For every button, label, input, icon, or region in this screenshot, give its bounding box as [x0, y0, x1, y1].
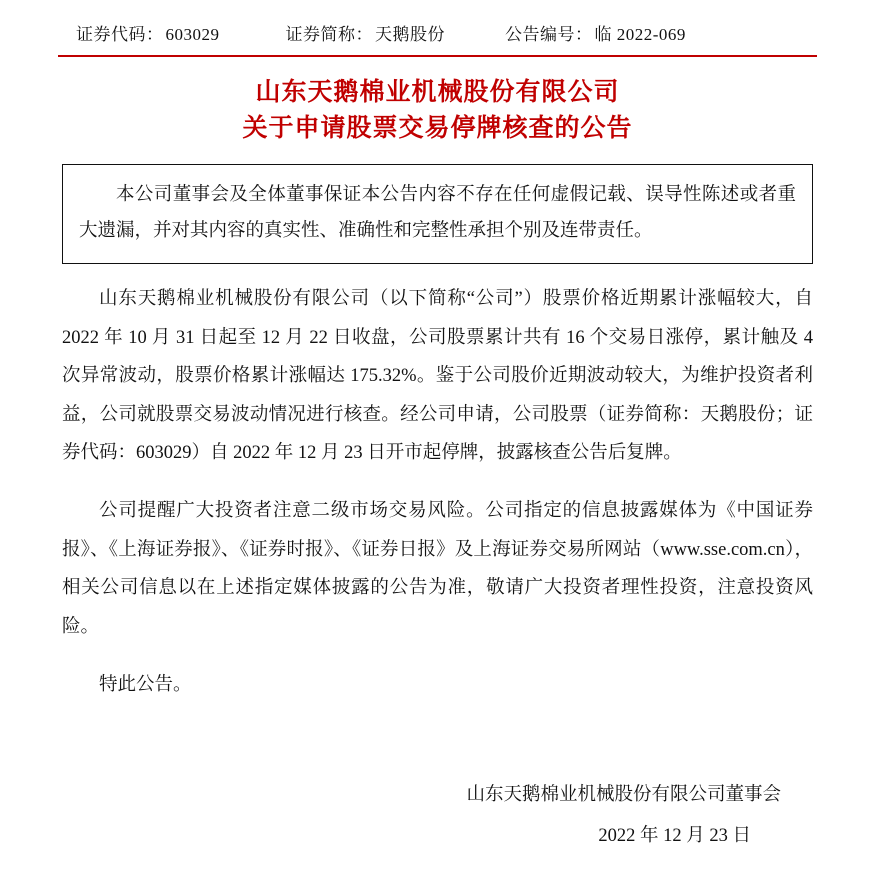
body-paragraph: 特此公告。: [99, 675, 192, 696]
notice-number-field: [505, 20, 686, 45]
page-title: [58, 57, 817, 156]
security-code-value: 603029: [165, 25, 220, 44]
security-abbr-value: 天鹅股份: [375, 25, 445, 44]
signature-date: 2022 年 12 月 23 日: [598, 825, 751, 846]
body-paragraph: 山东天鹅棉业机械股份有限公司（以下简称“公司”）股票价格近期累计涨幅较大，自 2022 年 10 月 31 日起至 12 月 22 日收盘，公司股票累计共有 16 个交易日涨停，累计触及 4 次异常波动，股票价格累计涨幅达 175.32%。鉴于公司股价近期波动较大，为维护投资者利益，公司就股票交易波动情况进行核查。经公司申请，公司股票（证券简称：天鹅股份；证券代码：603029）自 2022 年 12 月 23 日开市起停牌，披露核查公告后复牌。: [62, 289, 813, 463]
board-statement-text: 本公司董事会及全体董事保证本公告内容不存在任何虚假记载、误导性陈述或者重大遗漏，并对其内容的真实性、准确性和完整性承担个别及连带责任。: [79, 185, 796, 242]
body-paragraph: 公司提醒广大投资者注意二级市场交易风险。公司指定的信息披露媒体为《中国证券报》、《上海证券报》、《证券时报》、《证券日报》及上海证券交易所网站（www.sse.com.cn），相关公司信息以在上述指定媒体披露的公告为准，敬请广大投资者理性投资，注意投资风险。: [62, 501, 813, 637]
page-title-line-1: 山东天鹅棉业机械股份有限公司: [255, 79, 620, 106]
security-abbr-label: 证券简称：: [285, 25, 373, 44]
page-title-line-2: 关于申请股票交易停牌核查的公告: [242, 114, 633, 142]
notice-number-label: 公告编号：: [505, 25, 593, 44]
security-code-label: 证券代码：: [76, 25, 164, 44]
security-code-field: [76, 20, 220, 45]
signature-block: [58, 775, 817, 856]
document-header: [58, 14, 817, 49]
security-abbr-field: [286, 20, 446, 45]
notice-number-value: 临 2022-069: [594, 25, 686, 44]
signature-company: 山东天鹅棉业机械股份有限公司董事会: [466, 784, 781, 805]
document-body: [58, 264, 817, 705]
board-statement-box: [62, 164, 813, 264]
